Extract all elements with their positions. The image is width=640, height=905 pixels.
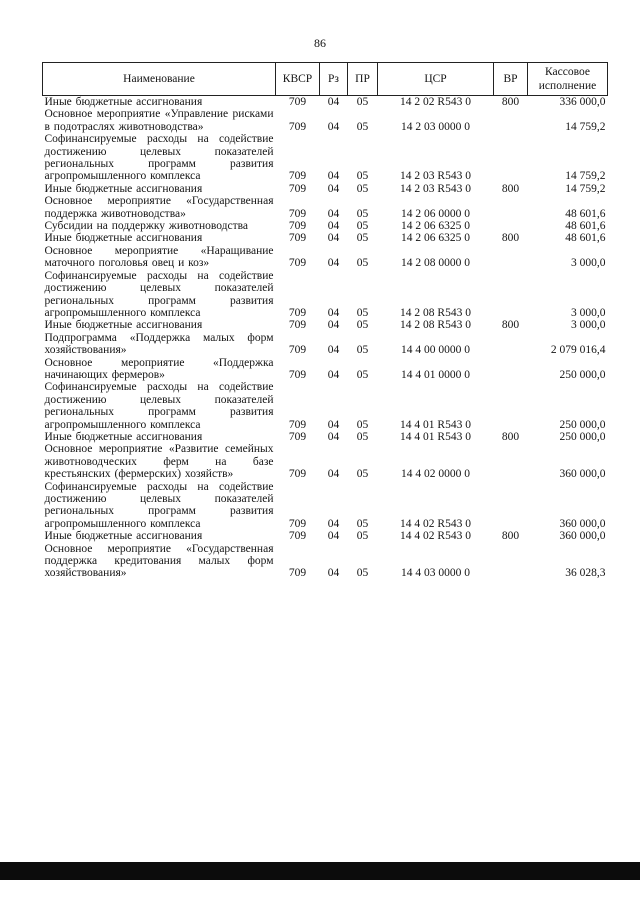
- cell-name: Основное мероприятие «Наращивание маточного поголовья овец и коз»: [44, 244, 274, 270]
- cell-name: Основное мероприятие «Государственная поддержка кредитования малых форм хозяйствования»: [44, 542, 274, 580]
- cell-rz: 04: [327, 344, 340, 357]
- page-number: 86: [314, 36, 326, 50]
- cell-vr: [494, 270, 528, 320]
- table-row: [43, 245, 608, 270]
- cell-kvsr: 709: [288, 368, 307, 381]
- cell-amount: 2 079 016,4: [550, 344, 606, 357]
- cell-vr: [494, 195, 528, 220]
- cell-name: Основное мероприятие «Управление рисками в подотраслях животноводства»: [44, 108, 274, 133]
- cell-rz: 04: [327, 530, 340, 543]
- cell-csr: 14 2 03 R543 0: [400, 182, 471, 195]
- table-row: [43, 195, 608, 220]
- cell-csr: 14 2 06 6325 0: [401, 232, 470, 245]
- cell-pr: 05: [356, 232, 369, 245]
- cell-rz: 04: [327, 232, 340, 245]
- cell-vr: [494, 108, 528, 133]
- table-row: [43, 357, 608, 382]
- cell-kvsr: 709: [288, 170, 307, 183]
- header-amount: Кассовое исполнение: [528, 63, 608, 96]
- cell-name: Основное мероприятие «Государственная поддержка животноводства»: [44, 195, 274, 220]
- cell-amount: 360 000,0: [559, 517, 606, 530]
- cell-kvsr: 709: [288, 530, 307, 543]
- cell-kvsr: 709: [288, 182, 307, 195]
- cell-kvsr: 709: [288, 319, 307, 332]
- cell-csr: 14 4 00 0000 0: [401, 344, 470, 357]
- table-row: [43, 443, 608, 480]
- cell-rz: 04: [327, 430, 340, 443]
- scan-bottom-band: [0, 862, 640, 880]
- cell-pr: 05: [356, 517, 369, 530]
- table-row: [43, 220, 608, 232]
- cell-kvsr: 709: [288, 468, 307, 481]
- cell-vr: 800: [501, 182, 520, 195]
- cell-csr: 14 2 06 6325 0: [401, 220, 470, 233]
- table-row: [43, 530, 608, 542]
- cell-kvsr: 709: [288, 430, 307, 443]
- cell-kvsr: 709: [288, 306, 307, 319]
- cell-amount: 36 028,3: [565, 567, 606, 580]
- table-row: [43, 319, 608, 331]
- table-row: [43, 381, 608, 431]
- header-name: Наименование: [43, 63, 276, 96]
- cell-amount: 3 000,0: [571, 257, 606, 270]
- cell-amount: 336 000,0: [559, 96, 606, 108]
- cell-csr: 14 2 08 R543 0: [400, 319, 471, 332]
- cell-csr: 14 4 03 0000 0: [401, 567, 470, 580]
- cell-pr: 05: [356, 368, 369, 381]
- table-body: [43, 96, 608, 580]
- cell-kvsr: 709: [288, 120, 307, 133]
- cell-name: Иные бюджетные ассигнования: [44, 182, 203, 195]
- cell-vr: [494, 481, 528, 531]
- cell-rz: 04: [327, 567, 340, 580]
- cell-rz: 04: [327, 319, 340, 332]
- header-pr: ПР: [348, 63, 378, 96]
- cell-vr: [494, 443, 528, 480]
- cell-kvsr: 709: [288, 418, 307, 431]
- cell-name: Основное мероприятие «Развитие семейных животноводческих ферм на базе крестьянских (фермерских) хозяйств»: [44, 443, 274, 481]
- table-row: [43, 543, 608, 580]
- cell-name: Иные бюджетные ассигнования: [44, 232, 203, 245]
- cell-kvsr: 709: [288, 344, 307, 357]
- cell-name: Софинансируемые расходы на содействие достижению целевых показателей региональных программ развития агропромышленного комплекса: [44, 381, 274, 431]
- cell-pr: 05: [356, 567, 369, 580]
- cell-vr: [494, 381, 528, 431]
- cell-csr: 14 2 03 0000 0: [401, 120, 470, 133]
- cell-csr: 14 4 01 R543 0: [400, 430, 471, 443]
- cell-amount: 14 759,2: [565, 170, 606, 183]
- cell-kvsr: 709: [288, 207, 307, 220]
- cell-pr: 05: [356, 430, 369, 443]
- table-row: [43, 481, 608, 531]
- cell-csr: 14 4 02 R543 0: [400, 530, 471, 543]
- cell-pr: 05: [356, 418, 369, 431]
- table-row: [43, 96, 608, 109]
- cell-csr: 14 2 08 0000 0: [401, 257, 470, 270]
- budget-table: [42, 62, 608, 580]
- cell-name: Субсидии на поддержку животноводства: [44, 220, 248, 233]
- cell-csr: 14 2 02 R543 0: [400, 96, 471, 108]
- cell-rz: 04: [327, 207, 340, 220]
- cell-pr: 05: [356, 530, 369, 543]
- cell-rz: 04: [327, 170, 340, 183]
- cell-csr: 14 4 01 0000 0: [401, 368, 470, 381]
- table-row: [43, 183, 608, 195]
- cell-amount: 3 000,0: [571, 306, 606, 319]
- cell-kvsr: 709: [288, 517, 307, 530]
- table-row: [43, 332, 608, 357]
- cell-csr: 14 2 06 0000 0: [401, 207, 470, 220]
- cell-pr: 05: [356, 96, 369, 108]
- cell-amount: 250 000,0: [559, 418, 606, 431]
- cell-csr: 14 4 01 R543 0: [400, 418, 471, 431]
- header-csr: ЦСР: [378, 63, 494, 96]
- cell-kvsr: 709: [288, 257, 307, 270]
- cell-name: Иные бюджетные ассигнования: [44, 96, 203, 108]
- cell-name: Основное мероприятие «Поддержка начинающих фермеров»: [44, 356, 274, 381]
- cell-amount: 3 000,0: [571, 319, 606, 332]
- cell-kvsr: 709: [288, 220, 307, 233]
- cell-name: Софинансируемые расходы на содействие достижению целевых показателей региональных программ развития агропромышленного комплекса: [44, 133, 274, 183]
- cell-name: Подпрограмма «Поддержка малых форм хозяйствования»: [44, 331, 274, 357]
- cell-pr: 05: [356, 306, 369, 319]
- cell-rz: 04: [327, 368, 340, 381]
- cell-vr: 800: [501, 319, 520, 332]
- cell-vr: [494, 332, 528, 357]
- cell-amount: 48 601,6: [565, 207, 606, 220]
- table-row: [43, 232, 608, 244]
- cell-vr: 800: [501, 430, 520, 443]
- cell-rz: 04: [327, 257, 340, 270]
- table-header-row: [43, 63, 608, 96]
- cell-vr: 800: [501, 530, 520, 543]
- cell-pr: 05: [356, 120, 369, 133]
- cell-rz: 04: [327, 468, 340, 481]
- cell-name: Иные бюджетные ассигнования: [44, 430, 203, 443]
- cell-rz: 04: [327, 306, 340, 319]
- header-vr: ВР: [494, 63, 528, 96]
- cell-amount: 48 601,6: [565, 220, 606, 233]
- cell-csr: 14 4 02 0000 0: [401, 468, 470, 481]
- cell-rz: 04: [327, 517, 340, 530]
- table-row: [43, 270, 608, 320]
- cell-kvsr: 709: [288, 232, 307, 245]
- table-row: [43, 108, 608, 133]
- cell-amount: 14 759,2: [565, 182, 606, 195]
- cell-rz: 04: [327, 96, 340, 108]
- cell-amount: 360 000,0: [559, 530, 606, 543]
- cell-name: Софинансируемые расходы на содействие достижению целевых показателей региональных программ развития агропромышленного комплекса: [44, 480, 274, 530]
- cell-pr: 05: [356, 257, 369, 270]
- cell-vr: [494, 133, 528, 183]
- cell-rz: 04: [327, 120, 340, 133]
- cell-rz: 04: [327, 182, 340, 195]
- cell-pr: 05: [356, 170, 369, 183]
- cell-vr: 800: [501, 232, 520, 245]
- cell-csr: 14 2 03 R543 0: [400, 170, 471, 183]
- cell-amount: 250 000,0: [559, 368, 606, 381]
- cell-kvsr: 709: [288, 567, 307, 580]
- cell-amount: 360 000,0: [559, 468, 606, 481]
- cell-vr: 800: [501, 96, 520, 108]
- cell-vr: [494, 543, 528, 580]
- cell-pr: 05: [356, 468, 369, 481]
- cell-csr: 14 4 02 R543 0: [400, 517, 471, 530]
- table-row: [43, 431, 608, 443]
- header-rz: Рз: [320, 63, 348, 96]
- cell-rz: 04: [327, 220, 340, 233]
- cell-amount: 14 759,2: [565, 120, 606, 133]
- cell-vr: [494, 220, 528, 232]
- cell-pr: 05: [356, 220, 369, 233]
- cell-rz: 04: [327, 418, 340, 431]
- cell-name: Иные бюджетные ассигнования: [44, 319, 203, 332]
- cell-name: Иные бюджетные ассигнования: [44, 530, 203, 543]
- header-kvsr: КВСР: [276, 63, 320, 96]
- table-row: [43, 133, 608, 183]
- cell-pr: 05: [356, 207, 369, 220]
- cell-amount: 48 601,6: [565, 232, 606, 245]
- cell-kvsr: 709: [288, 96, 307, 108]
- cell-pr: 05: [356, 344, 369, 357]
- cell-name: Софинансируемые расходы на содействие достижению целевых показателей региональных программ развития агропромышленного комплекса: [44, 269, 274, 319]
- cell-pr: 05: [356, 182, 369, 195]
- cell-pr: 05: [356, 319, 369, 332]
- cell-vr: [494, 357, 528, 382]
- cell-amount: 250 000,0: [559, 430, 606, 443]
- cell-csr: 14 2 08 R543 0: [400, 306, 471, 319]
- cell-vr: [494, 245, 528, 270]
